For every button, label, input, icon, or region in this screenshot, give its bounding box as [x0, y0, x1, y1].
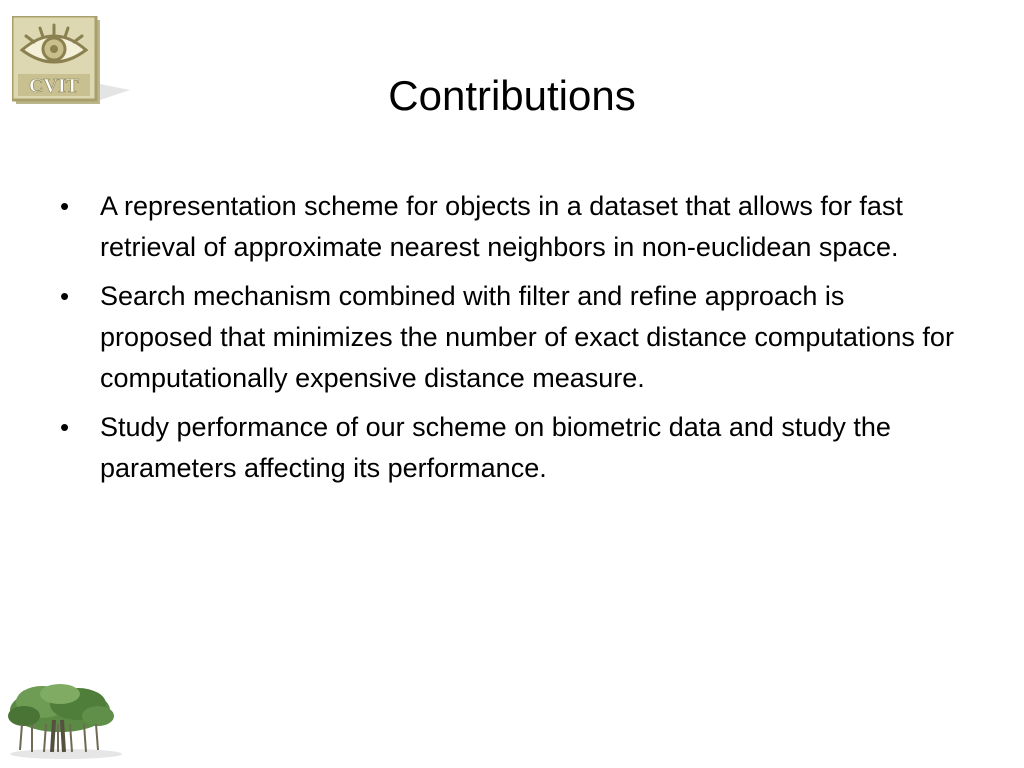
bullet-text: Search mechanism combined with filter and refine approach is proposed that minimizes the number of exact distance computations for computationally expensive distance measure. [100, 281, 954, 393]
bullet-marker: • [60, 281, 70, 311]
list-item [56, 186, 956, 268]
slide-title: Contributions [388, 72, 636, 119]
bullet-text: Study performance of our scheme on biometric data and study the parameters affecting its performance. [100, 412, 891, 483]
bullet-list [56, 186, 956, 497]
bullet-marker: • [60, 191, 70, 221]
bullet-text: A representation scheme for objects in a dataset that allows for fast retrieval of approximate nearest neighbors in non-euclidean space. [100, 191, 903, 262]
bullet-marker: • [60, 412, 70, 442]
banyan-tree-image [2, 680, 124, 760]
list-item [56, 407, 956, 489]
svg-text:CVIT: CVIT [28, 75, 80, 97]
list-item [56, 276, 956, 399]
